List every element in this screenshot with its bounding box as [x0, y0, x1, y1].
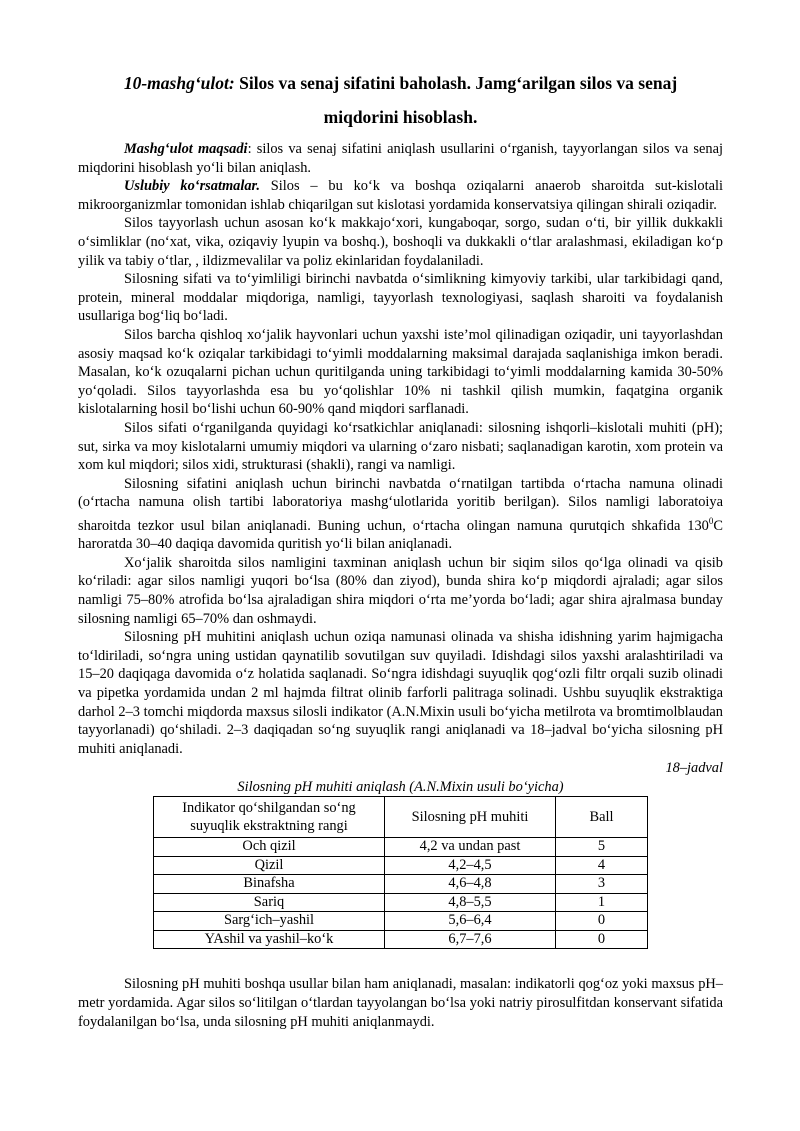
- cell-color: Qizil: [154, 856, 385, 875]
- ph-table: [153, 796, 648, 949]
- table-number: 18–jadval: [665, 760, 723, 777]
- table-row: [154, 838, 648, 857]
- cell-ph: 5,6–6,4: [385, 912, 556, 931]
- cell-ball: 4: [556, 856, 648, 875]
- paragraph-goal: [78, 140, 723, 177]
- title-lead: 10-mashg‘ulot:: [123, 73, 235, 93]
- cell-color: Binafsha: [154, 875, 385, 894]
- p7-part-b: C haroratda 30–40 daqiqa davomida quritish yo‘li bilan aniqlanadi.: [78, 517, 723, 553]
- table-row: [154, 875, 648, 894]
- table-caption: Silosning pH muhiti aniqlash (A.N.Mixin usuli bo‘yicha): [237, 779, 564, 796]
- cell-color: YAshil va yashil–ko‘k: [154, 930, 385, 949]
- table-row: [154, 912, 648, 931]
- cell-ball: 3: [556, 875, 648, 894]
- cell-ph: 4,8–5,5: [385, 893, 556, 912]
- cell-color: Och qizil: [154, 838, 385, 857]
- paragraph-6: Silos sifati o‘rganilganda quyidagi ko‘rsatkichlar aniqlanadi: silosning ishqorli–kislotali muhiti (pH); sut, sirka va moy kislotalarni umumiy miqdori va ularning o‘zaro nisbati; saqlanadigan karotin, xom protein va xom kul miqdori; silos xidi, strukturasi (shakli), rangi va namligi.: [78, 419, 723, 474]
- paragraph-4: Silosning sifati va to‘yimliligi birinchi navbatda o‘simlikning kimyoviy tarkibi, ular tarkibidagi qand, protein, mineral moddalar miqdoriga, namligi, tayyorlash texnologiyasi, saqlash sharoiti va foydalanish usullariga bog‘liq bo‘ladi.: [78, 271, 723, 325]
- table-row: [154, 930, 648, 949]
- document-page: [78, 66, 723, 1031]
- paragraph-guidelines: [78, 177, 723, 214]
- paragraph-7: [78, 475, 723, 554]
- header-ball: Ball: [556, 797, 648, 838]
- table-row: [154, 856, 648, 875]
- guidelines-label: Uslubiy ko‘rsatmalar.: [124, 178, 260, 195]
- guidelines-text: Silos – bu ko‘k va boshqa oziqalarni anaerob sharoitda sut-kislotali mikroorganizmlar tomonidan ishlab chiqarilgan sut kislotasi yordamida konservatsiya qilingan shirali oziqadir.: [78, 178, 723, 213]
- cell-ball: 5: [556, 838, 648, 857]
- goal-text: : silos va senaj sifatini aniqlash usullarini o‘rganish, tayyorlangan silos va senaj miqdorini hisoblash yo‘li bilan aniqlash.: [78, 141, 723, 176]
- degree-superscript: 0: [708, 515, 714, 526]
- title-line2: miqdorini hisoblash.: [323, 107, 478, 127]
- paragraph-8: Xo‘jalik sharoitda silos namligini taxminan aniqlash uchun bir siqim silos qo‘lga olinadi va qisib ko‘riladi: agar silos namligi yuqori bo‘lsa (80% dan ziyod), bunda shira ko‘p miqdordi ajraladi; agar silos namligi 75–80% atrofida bo‘lsa ajraladigan shira miqdori o‘rta me’yorda bo‘ladi; agar shira ajralmasa bunday silosning namligi 65–70% dan oshmaydi.: [78, 554, 723, 627]
- cell-ph: 4,6–4,8: [385, 875, 556, 894]
- cell-ball: 0: [556, 912, 648, 931]
- cell-ph: 6,7–7,6: [385, 930, 556, 949]
- document-title: [78, 66, 723, 134]
- table-row: [154, 893, 648, 912]
- cell-ball: 1: [556, 893, 648, 912]
- cell-ball: 0: [556, 930, 648, 949]
- header-ph: Silosning pH muhiti: [385, 797, 556, 838]
- header-indicator-color: Indikator qo‘shilgandan so‘ng suyuqlik ekstraktning rangi: [154, 797, 385, 838]
- cell-color: Sarg‘ich–yashil: [154, 912, 385, 931]
- paragraph-10: Silosning pH muhiti boshqa usullar bilan ham aniqlanadi, masalan: indikatorli qog‘oz yoki maxsus pH–metr yordamida. Agar silos so‘litilgan o‘tlardan tayyolangan bo‘lsa yoki natriy pirosulfitdan konservant sifatida foydalanilgan bo‘lsa, unda silosning pH muhiti aniqlanmaydi.: [78, 976, 723, 1030]
- table-header-row: [154, 797, 648, 838]
- p7-part-a: Silosning sifatini aniqlash uchun birinchi navbatda o‘rnatilgan tartibda o‘rtacha namuna olinadi (o‘rtacha namuna olish tartibi laboratoriya mashg‘ulotlarida yoritib berilgan). Silos namligi laboratoiya sharoitda tezkor usul bilan aniqlanadi. Buning uchun, o‘rtacha olingan namuna qurutqich shkafida 130: [78, 475, 723, 534]
- paragraph-5: Silos barcha qishloq xo‘jalik hayvonlari uchun yaxshi iste’mol qilinadigan oziqadir, uni tayyorlashdan asosiy maqsad ko‘k oziqalar tarkibidagi to‘yimli moddalarning maksimal darajada saqlanishiga imkon beradi. Masalan, ko‘k ozuqalarni pichan uchun quritilganda uning tarkibidagi to‘yimli moddalarning kamida 30-50% yo‘qoladi. Silos tayyorlashda esa bu yo‘qolishlar 10% ni tashkil qilish mumkin, faqatgina organik kislotalarning hosil bo‘lishi uchun 60-90% qand miqdori sarflanadi.: [78, 326, 723, 418]
- paragraph-3: Silos tayyorlash uchun asosan ko‘k makkajo‘xori, kungaboqar, sorgo, sudan o‘ti, bir yillik dukkakli o‘simliklar (no‘xat, vika, oziqaviy lyupin va boshq.), boshoqli va dukkakli o‘tlar aralashmasi, ekiladigan ko‘p yilik va tabiy o‘tlar, , ildizmevalilar va poliz ekinlaridan foydalaniladi.: [78, 215, 723, 269]
- cell-ph: 4,2 va undan past: [385, 838, 556, 857]
- paragraph-9: Silosning pH muhitini aniqlash uchun oziqa namunasi olinada va shisha idishning yarim hajmigacha to‘ldiriladi, so‘ngra uning ustidan qaynatilib sovutilgan suv quyiladi. Idishdagi silos yaxshi aralashtiriladi va 15–20 daqiqaga davomida o‘z holatida saqlanadi. So‘ngra idishdagi suyuqlik qog‘ozli filtr orqali suzib olinadi va pipetka yordamida undan 2 ml hajmda filtrat olinib farforli palitraga solinadi. Ushbu suyuqlik ekstraktiga darhol 2–3 tomchi miqdorda maxsus silosli indikator (A.N.Mixin usuli bo‘yicha metilrota va bromtimolblaudan tayyorlanadi) qo‘shiladi. 2–3 daqiqadan so‘ng suyuqlik rangi aniqlanadi va 18–jadval bo‘yicha silosning pH muhiti aniqlanadi.: [78, 629, 723, 757]
- cell-color: Sariq: [154, 893, 385, 912]
- goal-label: Mashg‘ulot maqsadi: [124, 141, 248, 157]
- title-line1: Silos va senaj sifatini baholash. Jamg‘arilgan silos va senaj: [234, 73, 678, 93]
- cell-ph: 4,2–4,5: [385, 856, 556, 875]
